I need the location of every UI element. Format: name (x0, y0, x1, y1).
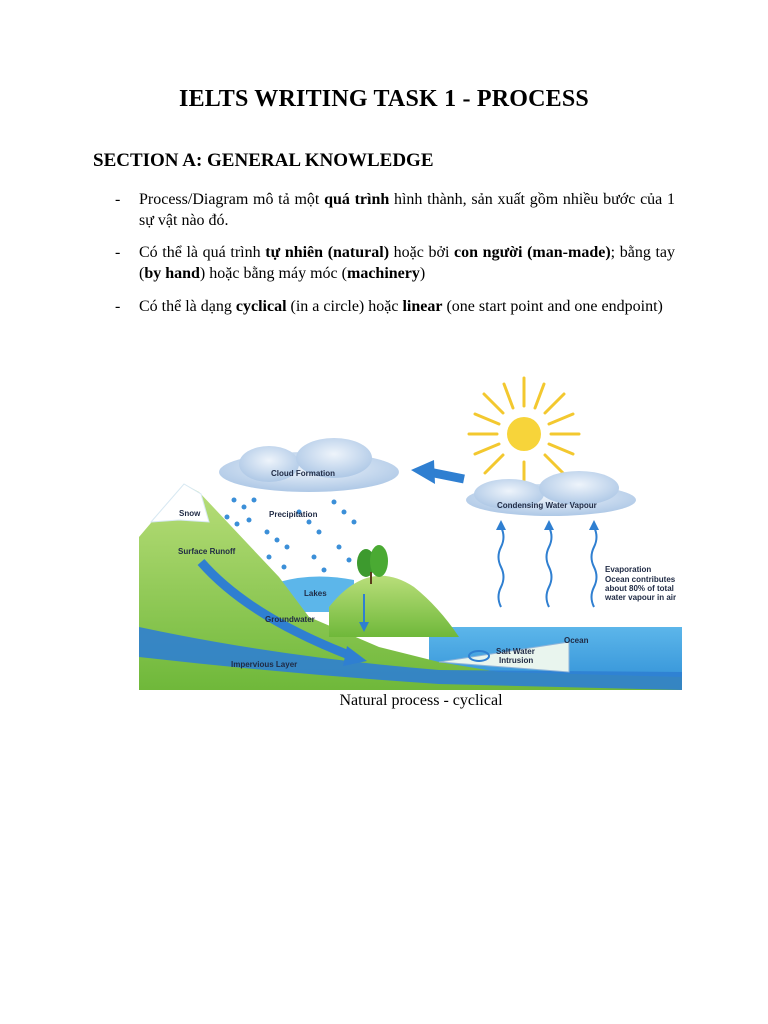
text-run: Có thể là quá trình (139, 244, 266, 261)
text-run: Có thể là dạng (139, 298, 236, 315)
label-evap-note-2: about 80% of total (605, 584, 674, 593)
label-condensing: Condensing Water Vapour (497, 501, 597, 510)
label-salt-water: Salt Water (496, 647, 535, 656)
label-surface-runoff: Surface Runoff (178, 547, 236, 556)
bold-term: machinery (346, 265, 420, 282)
label-groundwater: Groundwater (265, 615, 315, 624)
evaporation-arrows (499, 527, 597, 607)
text-run: ; bằng tay ( (139, 244, 675, 282)
figure-caption: Natural process - cyclical (339, 692, 503, 709)
bullet-text (139, 189, 675, 231)
bullet-text (139, 242, 675, 284)
text-run: ) hoặc bằng máy móc ( (199, 265, 347, 282)
label-evap-note-3: water vapour in air (605, 593, 677, 602)
bold-term: tự nhiên (natural) (265, 244, 390, 261)
sun-icon (469, 378, 579, 482)
text-run: (one start point and one endpoint) (442, 298, 663, 315)
label-impervious: Impervious Layer (231, 660, 298, 669)
text-run: hoặc bởi (389, 244, 455, 261)
bold-term: quá trình (324, 191, 390, 208)
label-snow: Snow (179, 509, 201, 518)
text-run: hình thành, sản xuất gồm nhiều bước của 1 sự vật nào đó. (139, 191, 676, 229)
water-cycle-diagram (139, 372, 682, 692)
section-heading: SECTION A: GENERAL KNOWLEDGE (93, 150, 434, 171)
label-evap-note-1: Ocean contributes (605, 575, 676, 584)
bold-term: linear (402, 298, 443, 315)
label-salt-water-2: Intrusion (499, 656, 534, 665)
label-precipitation: Precipitation (269, 510, 318, 519)
bold-term: cyclical (235, 298, 287, 315)
bullet-text (139, 296, 675, 317)
text-run: Process/Diagram mô tả một (139, 191, 325, 208)
tree (370, 545, 388, 577)
label-cloud-formation: Cloud Formation (271, 469, 335, 478)
bold-term: con người (man-made) (454, 244, 611, 261)
text-run: ) (419, 265, 426, 282)
bullet-dash: - (115, 244, 121, 261)
page-title: IELTS WRITING TASK 1 - PROCESS (179, 86, 589, 112)
bullet-dash: - (115, 191, 121, 208)
text-run: (in a circle) hoặc (286, 298, 403, 315)
bold-term: by hand (144, 265, 200, 282)
label-evaporation: Evaporation (605, 565, 652, 574)
label-lakes: Lakes (304, 589, 327, 598)
bullet-dash: - (115, 298, 121, 315)
label-ocean: Ocean (564, 636, 589, 645)
